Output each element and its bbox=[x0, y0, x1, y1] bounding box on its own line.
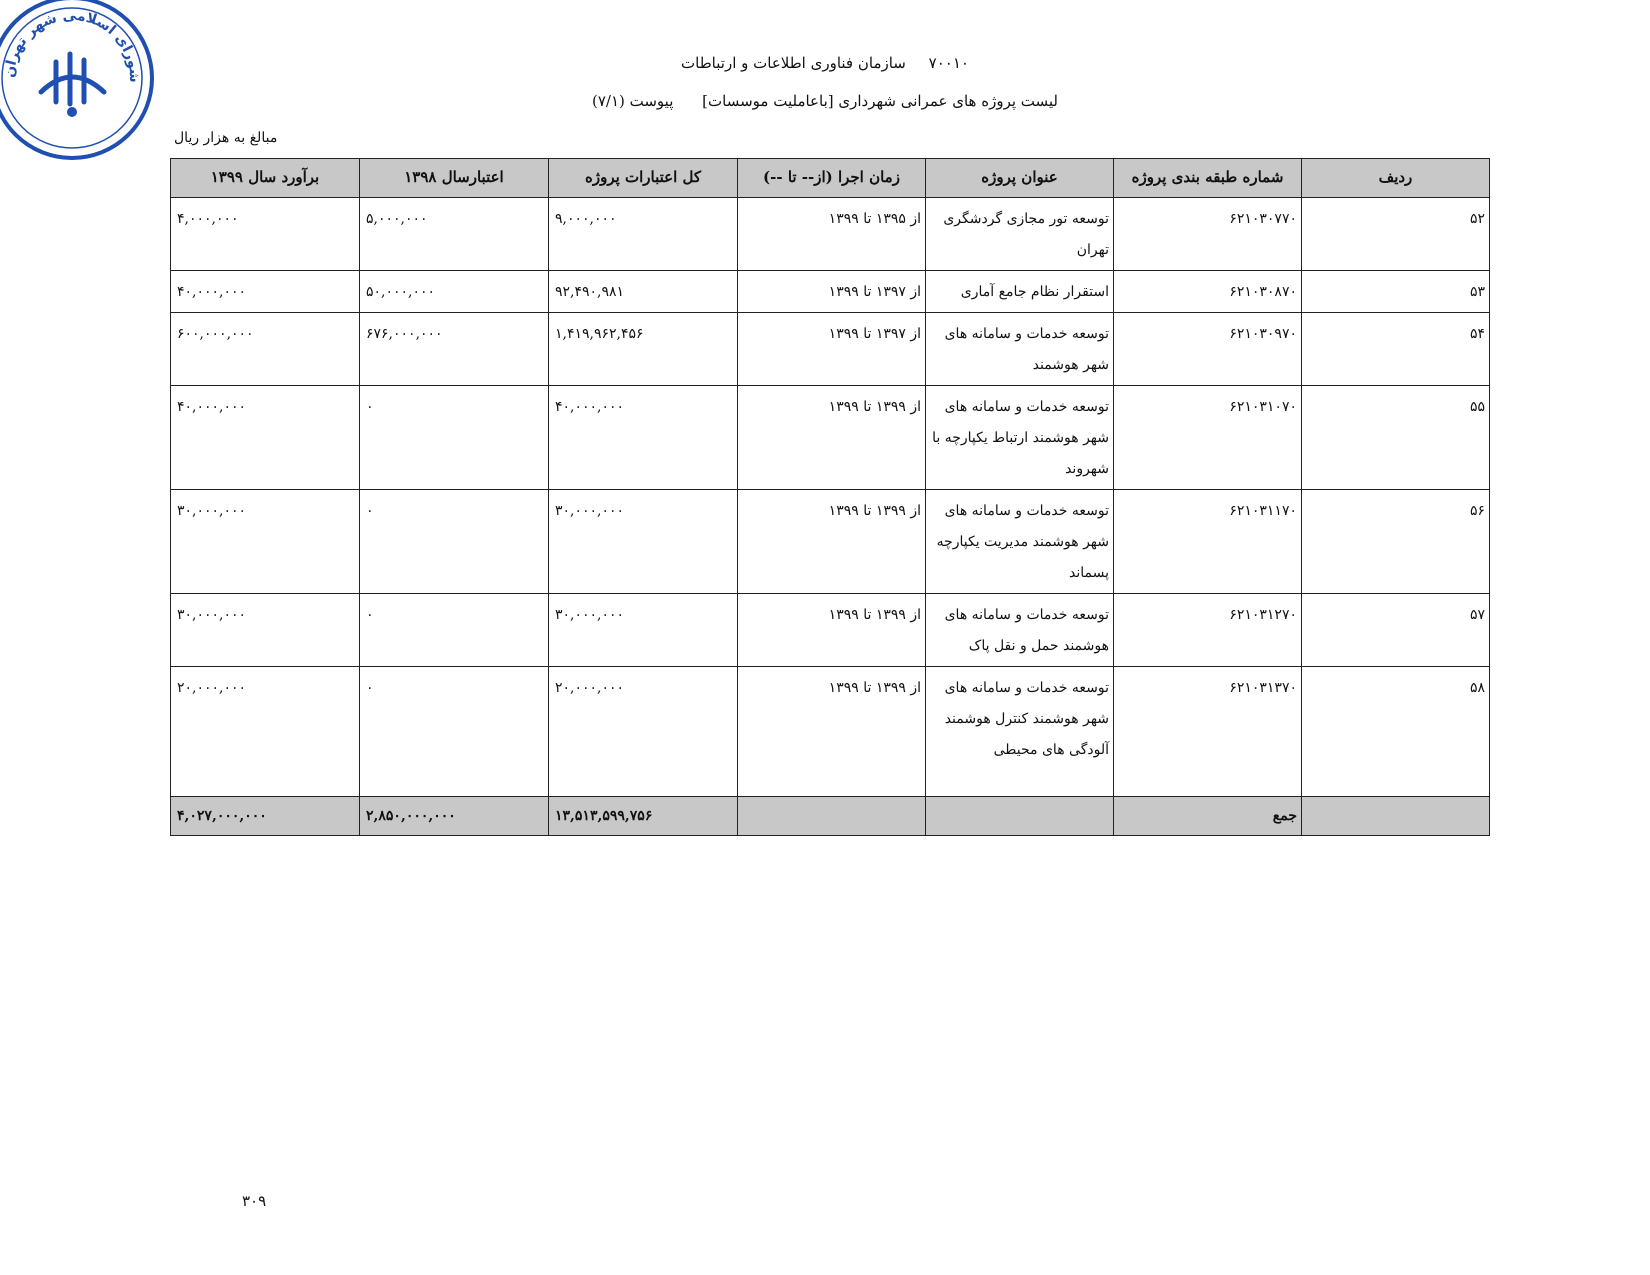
annex-label: پیوست (۷/۱) bbox=[591, 92, 674, 110]
col-header-execution-period: زمان اجرا (از-- تا --) bbox=[738, 159, 926, 198]
row-period: از ۱۳۹۹ تا ۱۳۹۹ bbox=[738, 594, 926, 667]
table-row bbox=[171, 386, 1490, 490]
row-period: از ۱۳۹۵ تا ۱۳۹۹ bbox=[738, 198, 926, 271]
row-total: ۴۰,۰۰۰,۰۰۰ bbox=[549, 386, 738, 490]
row-total: ۹۲,۴۹۰,۹۸۱ bbox=[549, 271, 738, 313]
totals-empty-index bbox=[1302, 797, 1490, 836]
col-header-classification-code: شماره طبقه بندی پروژه bbox=[1114, 159, 1302, 198]
row-code: ۶۲۱۰۳۰۷۷۰ bbox=[1114, 198, 1302, 271]
row-index: ۵۴ bbox=[1302, 313, 1490, 386]
row-credit-1398: ۶۷۶,۰۰۰,۰۰۰ bbox=[360, 313, 549, 386]
row-index: ۵۵ bbox=[1302, 386, 1490, 490]
unit-note: مبالغ به هزار ریال bbox=[174, 130, 278, 146]
org-name: سازمان فناوری اطلاعات و ارتباطات bbox=[681, 54, 906, 72]
totals-total: ۱۳,۵۱۳,۵۹۹,۷۵۶ bbox=[549, 797, 738, 836]
table-header-row bbox=[171, 159, 1490, 198]
col-header-project-title: عنوان پروژه bbox=[926, 159, 1114, 198]
svg-text:مصوبات شورای اسلامی شهر تهران: شورای اسلامی شهر تهران bbox=[1, 7, 143, 83]
totals-row bbox=[171, 797, 1490, 836]
row-code: ۶۲۱۰۳۱۳۷۰ bbox=[1114, 667, 1302, 797]
row-title: استقرار نظام جامع آماری bbox=[926, 271, 1114, 313]
row-code: ۶۲۱۰۳۱۱۷۰ bbox=[1114, 490, 1302, 594]
org-code: ۷۰۰۱۰ bbox=[928, 54, 969, 72]
totals-empty-period bbox=[738, 797, 926, 836]
table-row bbox=[171, 490, 1490, 594]
row-period: از ۱۳۹۹ تا ۱۳۹۹ bbox=[738, 490, 926, 594]
row-credit-1398: ۰ bbox=[360, 594, 549, 667]
council-seal-stamp bbox=[0, 0, 158, 164]
page-number: ۳۰۹ bbox=[242, 1192, 267, 1210]
col-header-credit-1398: اعتبارسال ۱۳۹۸ bbox=[360, 159, 549, 198]
row-estimate-1399: ۴۰,۰۰۰,۰۰۰ bbox=[171, 271, 360, 313]
row-period: از ۱۳۹۷ تا ۱۳۹۹ bbox=[738, 313, 926, 386]
row-period: از ۱۳۹۹ تا ۱۳۹۹ bbox=[738, 386, 926, 490]
header-list-line bbox=[0, 92, 1650, 110]
totals-empty-title bbox=[926, 797, 1114, 836]
table-row bbox=[171, 198, 1490, 271]
row-code: ۶۲۱۰۳۱۰۷۰ bbox=[1114, 386, 1302, 490]
table-row bbox=[171, 271, 1490, 313]
list-title: لیست پروژه های عمرانی شهرداری [باعاملیت موسسات] bbox=[702, 92, 1058, 110]
row-title: توسعه خدمات و سامانه های شهر هوشمند کنترل هوشمند آلودگی های محیطی bbox=[926, 667, 1114, 797]
header-org-line bbox=[0, 54, 1650, 72]
projects-table bbox=[170, 158, 1490, 836]
row-index: ۵۸ bbox=[1302, 667, 1490, 797]
row-title: توسعه خدمات و سامانه های شهر هوشمند مدیریت یکپارچه پسماند bbox=[926, 490, 1114, 594]
row-code: ۶۲۱۰۳۰۸۷۰ bbox=[1114, 271, 1302, 313]
table-row bbox=[171, 667, 1490, 797]
row-credit-1398: ۰ bbox=[360, 667, 549, 797]
row-estimate-1399: ۴۰,۰۰۰,۰۰۰ bbox=[171, 386, 360, 490]
row-index: ۵۷ bbox=[1302, 594, 1490, 667]
col-header-total-credits: کل اعتبارات پروژه bbox=[549, 159, 738, 198]
row-estimate-1399: ۲۰,۰۰۰,۰۰۰ bbox=[171, 667, 360, 797]
totals-credit-1398: ۲,۸۵۰,۰۰۰,۰۰۰ bbox=[360, 797, 549, 836]
row-title: توسعه خدمات و سامانه های شهر هوشمند bbox=[926, 313, 1114, 386]
row-estimate-1399: ۳۰,۰۰۰,۰۰۰ bbox=[171, 594, 360, 667]
table-row bbox=[171, 313, 1490, 386]
row-period: از ۱۳۹۷ تا ۱۳۹۹ bbox=[738, 271, 926, 313]
row-credit-1398: ۵۰,۰۰۰,۰۰۰ bbox=[360, 271, 549, 313]
totals-label: جمع bbox=[1114, 797, 1302, 836]
row-title: توسعه خدمات و سامانه های شهر هوشمند ارتباط یکپارچه با شهروند bbox=[926, 386, 1114, 490]
row-period: از ۱۳۹۹ تا ۱۳۹۹ bbox=[738, 667, 926, 797]
row-total: ۹,۰۰۰,۰۰۰ bbox=[549, 198, 738, 271]
row-credit-1398: ۰ bbox=[360, 386, 549, 490]
row-total: ۳۰,۰۰۰,۰۰۰ bbox=[549, 490, 738, 594]
row-estimate-1399: ۳۰,۰۰۰,۰۰۰ bbox=[171, 490, 360, 594]
table-row bbox=[171, 594, 1490, 667]
row-estimate-1399: ۴,۰۰۰,۰۰۰ bbox=[171, 198, 360, 271]
row-credit-1398: ۵,۰۰۰,۰۰۰ bbox=[360, 198, 549, 271]
row-index: ۵۶ bbox=[1302, 490, 1490, 594]
row-index: ۵۳ bbox=[1302, 271, 1490, 313]
row-index: ۵۲ bbox=[1302, 198, 1490, 271]
totals-estimate-1399: ۴,۰۲۷,۰۰۰,۰۰۰ bbox=[171, 797, 360, 836]
row-total: ۱,۴۱۹,۹۶۲,۴۵۶ bbox=[549, 313, 738, 386]
row-total: ۲۰,۰۰۰,۰۰۰ bbox=[549, 667, 738, 797]
row-title: توسعه تور مجازی گردشگری تهران bbox=[926, 198, 1114, 271]
col-header-estimate-1399: برآورد سال ۱۳۹۹ bbox=[171, 159, 360, 198]
row-code: ۶۲۱۰۳۰۹۷۰ bbox=[1114, 313, 1302, 386]
col-header-row-index: ردیف bbox=[1302, 159, 1490, 198]
row-estimate-1399: ۶۰۰,۰۰۰,۰۰۰ bbox=[171, 313, 360, 386]
row-title: توسعه خدمات و سامانه های هوشمند حمل و نقل پاک bbox=[926, 594, 1114, 667]
row-credit-1398: ۰ bbox=[360, 490, 549, 594]
row-code: ۶۲۱۰۳۱۲۷۰ bbox=[1114, 594, 1302, 667]
row-total: ۳۰,۰۰۰,۰۰۰ bbox=[549, 594, 738, 667]
